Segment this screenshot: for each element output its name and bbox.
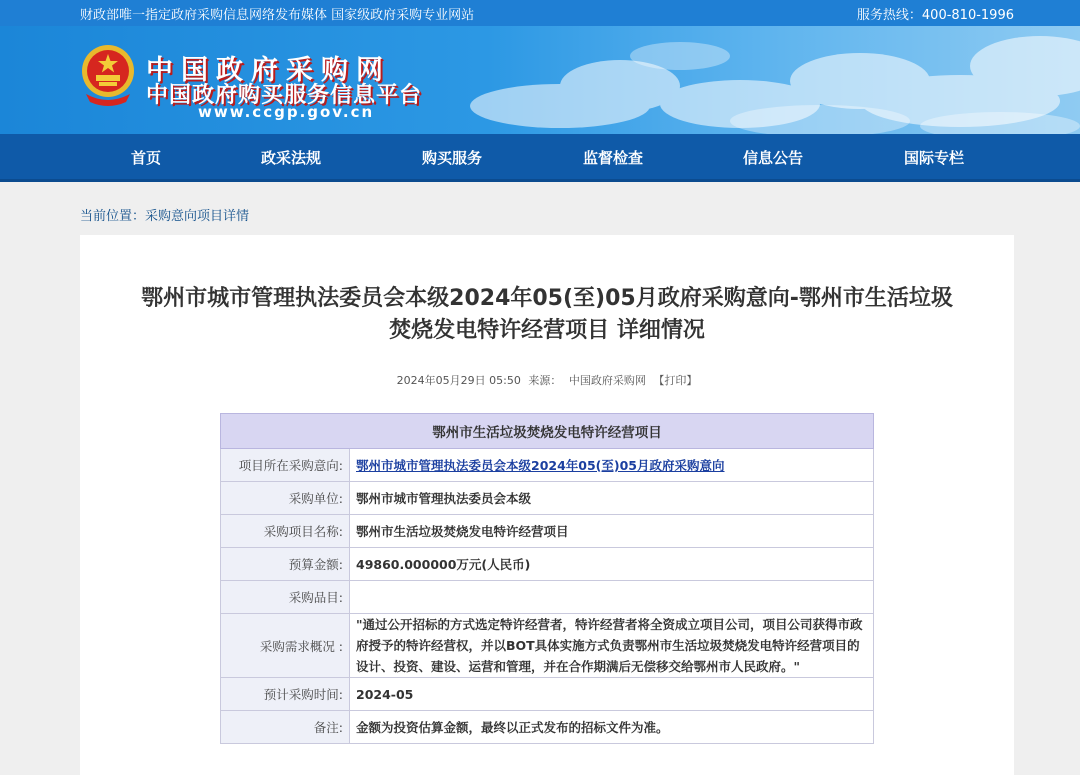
nav-item-regulations[interactable]: 政采法规 [260, 149, 321, 167]
row-value: 鄂州市城市管理执法委员会本级 [350, 482, 874, 515]
logo-url: www.ccgp.gov.cn [198, 103, 375, 121]
nav-item-home[interactable]: 首页 [130, 149, 161, 167]
table-row [221, 482, 874, 515]
row-value: 2024-05 [350, 678, 874, 711]
row-label: 采购单位: [221, 482, 350, 515]
row-value: 鄂州市生活垃圾焚烧发电特许经营项目 [350, 515, 874, 548]
title-line-1: 鄂州市城市管理执法委员会本级2024年05(至)05月政府采购意向-鄂州市生活垃圾 [141, 286, 953, 311]
publish-date: 2024年05月29日 05:50 [396, 374, 521, 387]
logo-title: 中国政府采购网 [146, 55, 391, 86]
breadcrumb: 当前位置：采购意向项目详情 [80, 209, 250, 224]
top-info-bar [0, 0, 1080, 26]
intention-link[interactable]: 鄂州市城市管理执法委员会本级2024年05(至)05月政府采购意向 [356, 458, 725, 473]
row-label: 预计采购时间: [221, 678, 350, 711]
table-row [221, 678, 874, 711]
row-value: 49860.000000万元(人民币) [350, 548, 874, 581]
national-emblem-icon [80, 44, 136, 106]
service-hotline: 服务热线：400-810-1996 [856, 8, 1014, 23]
title-line-2: 焚烧发电特许经营项目 详细情况 [389, 318, 705, 343]
logo-subtitle: 中国政府购买服务信息平台 [146, 83, 423, 108]
table-row [221, 515, 874, 548]
row-label: 采购项目名称: [221, 515, 350, 548]
table-row [221, 581, 874, 614]
row-label: 备注: [221, 711, 350, 744]
row-value: "通过公开招标的方式选定特许经营者，特许经营者将全资成立项目公司，项目公司获得市政府授予的特许经营权，并以BOT具体实施方式负责鄂州市生活垃圾焚烧发电特许经营项目的设计、投资、建设、运营和管理，并在合作期满后无偿移交给鄂州市人民政府。" [350, 614, 874, 678]
page-title [80, 283, 1014, 347]
row-label: 项目所在采购意向: [221, 449, 350, 482]
project-info-table [220, 413, 874, 744]
table-row [221, 548, 874, 581]
print-link[interactable]: 【打印】 [653, 374, 698, 387]
row-label: 采购需求概况 : [221, 614, 350, 678]
nav-item-supervision[interactable]: 监督检查 [582, 149, 643, 167]
article-card [80, 235, 1014, 775]
site-slogan: 财政部唯一指定政府采购信息网络发布媒体 国家级政府采购专业网站 [80, 8, 475, 23]
article-meta [80, 372, 1014, 388]
nav-item-purchase-services[interactable]: 购买服务 [421, 149, 482, 167]
row-value [350, 581, 874, 614]
row-label: 预算金额: [221, 548, 350, 581]
nav-item-announcements[interactable]: 信息公告 [742, 149, 803, 167]
table-row [221, 614, 874, 678]
source-label: 来源： [528, 374, 562, 387]
row-label: 采购品目: [221, 581, 350, 614]
nav-item-international[interactable]: 国际专栏 [903, 149, 964, 167]
table-row [221, 711, 874, 744]
source-name: 中国政府采购网 [568, 374, 646, 387]
main-nav [0, 134, 1080, 182]
table-header: 鄂州市生活垃圾焚烧发电特许经营项目 [221, 414, 874, 449]
table-row [221, 449, 874, 482]
row-value: 金额为投资估算金额，最终以正式发布的招标文件为准。 [350, 711, 874, 744]
site-banner [0, 26, 1080, 134]
